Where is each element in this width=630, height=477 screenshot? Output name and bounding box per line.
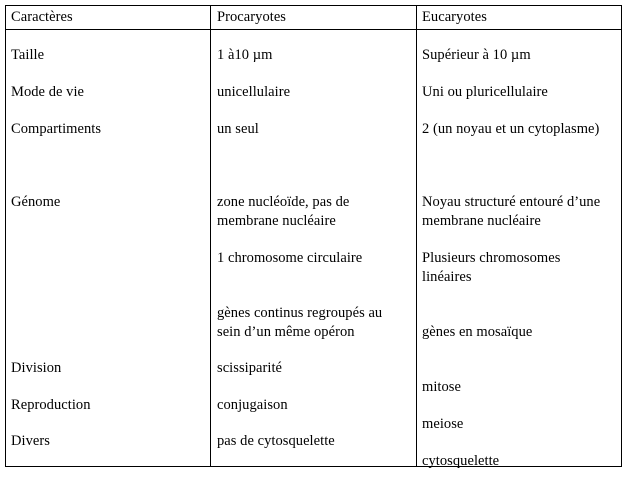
cell-genome-procaryotes-genes-line2: sein d’un même opéron <box>217 324 355 340</box>
column-divider-1 <box>210 6 211 466</box>
row-label-mode-de-vie: Mode de vie <box>11 84 85 100</box>
row-label-division: Division <box>11 360 62 376</box>
row-label-taille: Taille <box>11 47 45 63</box>
row-label-divers: Divers <box>11 433 50 449</box>
cell-reproduction-eucaryotes: meiose <box>422 416 464 432</box>
header-procaryotes: Procaryotes <box>217 9 287 25</box>
cell-genome-procaryotes-genes-line1: gènes continus regroupés au <box>217 305 383 321</box>
cell-genome-procaryotes-chromosome: 1 chromosome circulaire <box>217 250 363 266</box>
cell-genome-procaryotes-nucleoide-line2: membrane nucléaire <box>217 213 336 229</box>
row-label-compartiments: Compartiments <box>11 121 102 137</box>
cell-genome-eucaryotes-genes: gènes en mosaïque <box>422 324 533 340</box>
cell-taille-procaryotes: 1 à10 µm <box>217 47 273 63</box>
cell-divers-eucaryotes: cytosquelette <box>422 453 500 469</box>
cell-genome-eucaryotes-noyau-line2: membrane nucléaire <box>422 213 541 229</box>
cell-mode-procaryotes: unicellulaire <box>217 84 291 100</box>
row-label-reproduction: Reproduction <box>11 397 91 413</box>
header-caracteres: Caractères <box>11 9 73 25</box>
column-divider-2 <box>416 6 417 466</box>
cell-reproduction-procaryotes: conjugaison <box>217 397 288 413</box>
cell-taille-eucaryotes: Supérieur à 10 µm <box>422 47 531 63</box>
row-label-genome: Génome <box>11 194 61 210</box>
cell-genome-eucaryotes-chromosomes-line1: Plusieurs chromosomes <box>422 250 561 266</box>
cell-genome-procaryotes-nucleoide-line1: zone nucléoïde, pas de <box>217 194 350 210</box>
header-eucaryotes: Eucaryotes <box>422 9 487 25</box>
cell-division-procaryotes: scissiparité <box>217 360 283 376</box>
cell-compartiments-eucaryotes: 2 (un noyau et un cytoplasme) <box>422 121 600 137</box>
cell-compartiments-procaryotes: un seul <box>217 121 259 137</box>
cell-mode-eucaryotes: Uni ou pluricellulaire <box>422 84 548 100</box>
cell-genome-eucaryotes-noyau-line1: Noyau structuré entouré d’une <box>422 194 601 210</box>
header-divider <box>6 29 621 30</box>
cell-divers-procaryotes: pas de cytosquelette <box>217 433 335 449</box>
cell-genome-eucaryotes-chromosomes-line2: linéaires <box>422 269 472 285</box>
comparison-table <box>5 5 622 467</box>
cell-division-eucaryotes: mitose <box>422 379 461 395</box>
